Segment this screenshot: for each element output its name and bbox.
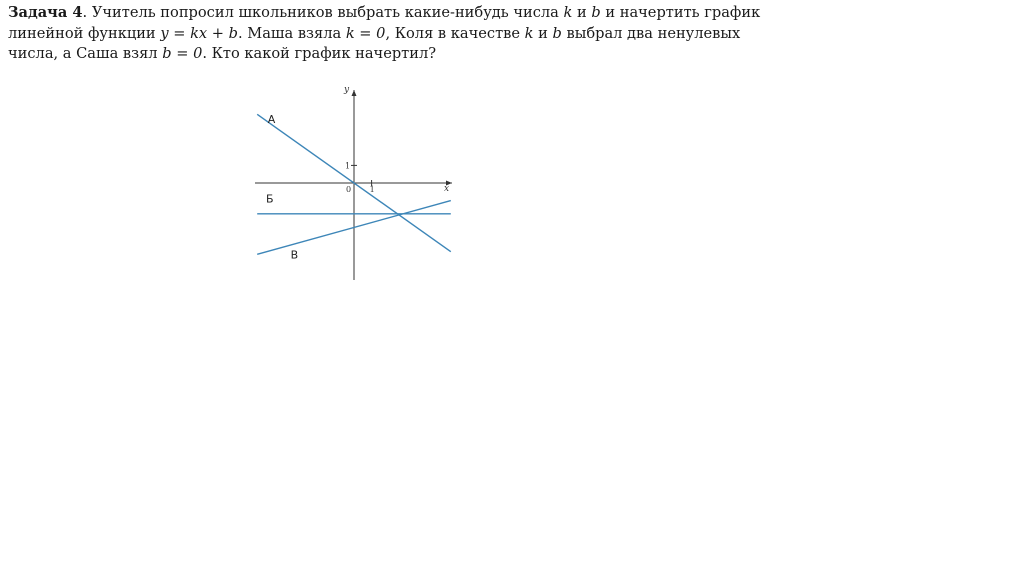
series-label-3: В bbox=[290, 248, 299, 262]
problem-label: Задача 4 bbox=[8, 4, 83, 21]
text-fragment: числа, а Саша взял bbox=[8, 45, 158, 62]
problem-line-2 bbox=[8, 24, 741, 45]
var-k: k bbox=[524, 24, 534, 42]
text-fragment: и bbox=[538, 24, 548, 42]
y-axis-label: y bbox=[344, 85, 350, 95]
x-tick-label: 1 bbox=[369, 185, 375, 194]
graph-svg bbox=[250, 82, 460, 282]
text-fragment: , Коля в качестве bbox=[385, 24, 520, 42]
sasha-value: b = 0 bbox=[162, 45, 203, 62]
text-fragment: . Учитель попросил школьников выбрать какие-нибудь числа bbox=[82, 4, 559, 21]
var-k: k bbox=[563, 4, 573, 21]
text-fragment: . Кто какой график начертил? bbox=[202, 45, 437, 62]
y-axis-arrow-icon bbox=[352, 90, 357, 96]
text-fragment: выбрал два ненулевых bbox=[566, 24, 741, 42]
origin-label: 0 bbox=[346, 185, 352, 194]
text-fragment: и начертить график bbox=[605, 4, 761, 21]
text-fragment: . Маша взяла bbox=[237, 24, 342, 42]
problem-text bbox=[8, 3, 761, 65]
text-fragment: и bbox=[577, 4, 587, 21]
series-label-1: А bbox=[267, 113, 276, 127]
problem-line-3 bbox=[8, 44, 698, 65]
var-b: b bbox=[591, 4, 601, 21]
x-axis-label: x bbox=[444, 184, 450, 194]
y-tick-label: 1 bbox=[345, 161, 351, 171]
masha-value: k = 0 bbox=[345, 24, 386, 42]
formula: y = kx + b bbox=[160, 24, 238, 42]
text-fragment: линейной функции bbox=[8, 24, 156, 42]
graph bbox=[250, 82, 460, 282]
series-label-2: Б bbox=[266, 192, 274, 206]
var-b: b bbox=[552, 24, 562, 42]
problem-line-1 bbox=[8, 3, 761, 24]
